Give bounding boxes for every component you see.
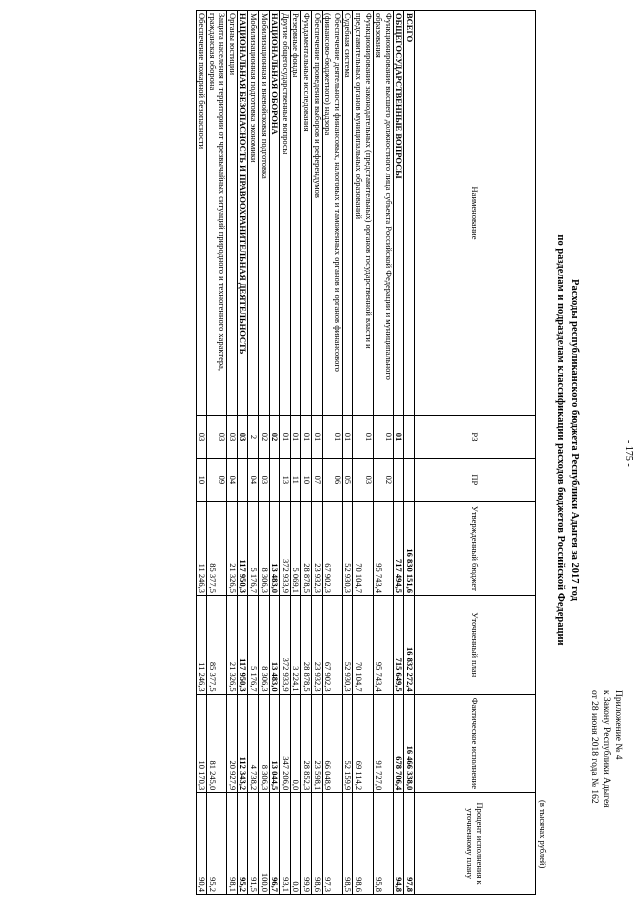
- cell-percent: 91,5: [248, 793, 259, 895]
- cell-percent: 98,1: [227, 793, 238, 895]
- cell-rz: 01: [373, 416, 393, 459]
- cell-pr: 11: [290, 458, 301, 501]
- cell-pr: [269, 458, 280, 501]
- cell-name: Фундаментальные исследования: [301, 11, 312, 416]
- cell-refined: 23 932,3: [312, 596, 323, 695]
- table-row: [322, 11, 342, 895]
- budget-table: [196, 10, 536, 895]
- cell-name: НАЦИОНАЛЬНАЯ ОБОРОНА: [269, 11, 280, 416]
- column-header: ПР: [415, 458, 536, 501]
- table-row: [342, 11, 353, 895]
- cell-refined: 21 326,5: [227, 596, 238, 695]
- cell-pr: 03: [353, 458, 373, 501]
- table-row: [353, 11, 373, 895]
- cell-approved: 13 483,0: [269, 501, 280, 595]
- cell-pr: 13: [280, 458, 291, 501]
- cell-pr: [404, 458, 415, 501]
- cell-actual: 16 466 338,0: [404, 694, 415, 793]
- table-header-row: [415, 11, 536, 895]
- cell-approved: 5 176,7: [248, 501, 259, 595]
- cell-actual: 81 245,0: [207, 694, 227, 793]
- cell-name: Обеспечение проведения выборов и референдумов: [312, 11, 323, 416]
- cell-approved: 67 902,3: [322, 501, 342, 595]
- cell-pr: 06: [322, 458, 342, 501]
- table-row: [259, 11, 270, 895]
- cell-approved: 8 306,3: [259, 501, 270, 595]
- column-header: Наименование: [415, 11, 536, 416]
- page-number: - 175 -: [623, 440, 634, 467]
- column-header: Уточненный план: [415, 596, 536, 695]
- table-row: [404, 11, 415, 895]
- cell-name: Функционирование высшего должностного лица субъекта Российской Федерации и муниципального образования: [373, 11, 393, 416]
- table-row: [280, 11, 291, 895]
- appendix-line: от 28 июня 2018 года № 162: [589, 690, 599, 804]
- cell-rz: 02: [269, 416, 280, 459]
- cell-refined: 67 902,3: [322, 596, 342, 695]
- cell-percent: 100,0: [259, 793, 270, 895]
- column-header: РЗ: [415, 416, 536, 459]
- cell-refined: 95 743,4: [373, 596, 393, 695]
- cell-approved: 70 104,7: [353, 501, 373, 595]
- table-body: [196, 11, 414, 895]
- column-header: Утвержденный бюджет: [415, 501, 536, 595]
- cell-percent: 93,1: [280, 793, 291, 895]
- table-row: [207, 11, 227, 895]
- cell-pr: 04: [248, 458, 259, 501]
- cell-rz: 01: [342, 416, 353, 459]
- cell-pr: 10: [196, 458, 207, 501]
- table-row: [373, 11, 393, 895]
- cell-rz: 01: [353, 416, 373, 459]
- cell-percent: 95,8: [373, 793, 393, 895]
- cell-rz: 03: [196, 416, 207, 459]
- cell-name: Обеспечение пожарной безопасности: [196, 11, 207, 416]
- cell-name: Защита населения и территории от чрезвычайных ситуаций природного и техногенного характера, гражданская оборона: [207, 11, 227, 416]
- cell-name: Другие общегосударственные вопросы: [280, 11, 291, 416]
- cell-rz: 01: [280, 416, 291, 459]
- cell-approved: 717 494,5: [393, 501, 404, 595]
- cell-percent: 97,8: [404, 793, 415, 895]
- table-row: [301, 11, 312, 895]
- cell-rz: 03: [227, 416, 238, 459]
- cell-name: НАЦИОНАЛЬНАЯ БЕЗОПАСНОСТЬ И ПРАВООХРАНИТЕЛЬНАЯ ДЕЯТЕЛЬНОСТЬ: [237, 11, 248, 416]
- cell-actual: 0,0: [290, 694, 301, 793]
- document-subtitle: по разделам и подразделам классификации расходов бюджетов Российской Федерации: [555, 234, 566, 646]
- cell-refined: 16 832 272,4: [404, 596, 415, 695]
- cell-percent: 90,4: [196, 793, 207, 895]
- appendix-line: к Закону Республики Адыгея: [601, 690, 611, 808]
- cell-pr: [393, 458, 404, 501]
- cell-actual: 28 852,3: [301, 694, 312, 793]
- cell-refined: 70 104,7: [353, 596, 373, 695]
- table-row: [227, 11, 238, 895]
- cell-refined: 13 483,0: [269, 596, 280, 695]
- cell-rz: 02: [259, 416, 270, 459]
- cell-rz: 2: [248, 416, 259, 459]
- cell-name: Органы юстиции: [227, 11, 238, 416]
- cell-approved: 52 930,3: [342, 501, 353, 595]
- cell-percent: 96,7: [269, 793, 280, 895]
- cell-actual: 10 170,3: [196, 694, 207, 793]
- table-row: [237, 11, 248, 895]
- cell-actual: 52 159,9: [342, 694, 353, 793]
- cell-pr: 09: [207, 458, 227, 501]
- cell-pr: [237, 458, 248, 501]
- cell-approved: 28 878,5: [301, 501, 312, 595]
- cell-pr: 03: [259, 458, 270, 501]
- table-row: [196, 11, 207, 895]
- cell-name: Обеспечение деятельности финансовых, налоговых и таможенных органов и органов финансового (финансово-бюджетного) надзора: [322, 11, 342, 416]
- column-header: Фактическое исполнение: [415, 694, 536, 793]
- cell-refined: 11 246,3: [196, 596, 207, 695]
- cell-percent: 99,9: [301, 793, 312, 895]
- cell-actual: 112 343,2: [237, 694, 248, 793]
- cell-percent: 95,2: [237, 793, 248, 895]
- table-row: [393, 11, 404, 895]
- cell-name: ОБЩЕГОСУДАРСТВЕННЫЕ ВОПРОСЫ: [393, 11, 404, 416]
- cell-approved: 85 377,5: [207, 501, 227, 595]
- cell-name: Резервные фонды: [290, 11, 301, 416]
- cell-actual: 8 306,3: [259, 694, 270, 793]
- cell-pr: 04: [227, 458, 238, 501]
- cell-percent: 0,0: [290, 793, 301, 895]
- cell-name: Мобилизационная подготовка экономики: [248, 11, 259, 416]
- cell-actual: 4 738,2: [248, 694, 259, 793]
- table-row: [248, 11, 259, 895]
- cell-refined: 715 649,5: [393, 596, 404, 695]
- document-title: Расходы республиканского бюджета Республики Адыгея за 2017 год: [569, 279, 580, 601]
- column-header: Процент исполнения к уточненному плану: [415, 793, 536, 895]
- cell-actual: 69 114,2: [353, 694, 373, 793]
- cell-name: Мобилизационная и вневойсковая подготовка: [259, 11, 270, 416]
- cell-rz: 03: [207, 416, 227, 459]
- cell-approved: 5 069,1: [290, 501, 301, 595]
- units-note: (в тысячах рублей): [538, 800, 548, 869]
- cell-rz: 01: [301, 416, 312, 459]
- appendix-line: Приложение № 4: [613, 690, 623, 760]
- cell-refined: 372 933,9: [280, 596, 291, 695]
- cell-rz: 03: [237, 416, 248, 459]
- cell-refined: 8 306,3: [259, 596, 270, 695]
- cell-approved: 23 932,3: [312, 501, 323, 595]
- cell-actual: 23 598,1: [312, 694, 323, 793]
- cell-name: Судебная система: [342, 11, 353, 416]
- cell-approved: 372 933,9: [280, 501, 291, 595]
- cell-percent: 94,8: [393, 793, 404, 895]
- cell-approved: 11 246,3: [196, 501, 207, 595]
- cell-refined: 117 950,3: [237, 596, 248, 695]
- cell-refined: 85 377,5: [207, 596, 227, 695]
- cell-refined: 52 930,3: [342, 596, 353, 695]
- cell-approved: 95 743,4: [373, 501, 393, 595]
- cell-approved: 117 950,3: [237, 501, 248, 595]
- cell-actual: 347 206,0: [280, 694, 291, 793]
- cell-rz: [404, 416, 415, 459]
- table-row: [312, 11, 323, 895]
- cell-rz: 01: [322, 416, 342, 459]
- cell-percent: 95,2: [207, 793, 227, 895]
- cell-refined: 28 878,5: [301, 596, 312, 695]
- cell-actual: 678 706,4: [393, 694, 404, 793]
- cell-refined: 5 176,7: [248, 596, 259, 695]
- cell-percent: 98,5: [342, 793, 353, 895]
- cell-pr: 05: [342, 458, 353, 501]
- cell-rz: 01: [393, 416, 404, 459]
- cell-pr: 07: [312, 458, 323, 501]
- cell-rz: 01: [290, 416, 301, 459]
- appendix-note: [588, 690, 624, 890]
- cell-actual: 20 927,9: [227, 694, 238, 793]
- cell-name: Функционирование законодательных (представительных) органов государственной власти и представительных органов муниципальных образований: [353, 11, 373, 416]
- cell-percent: 98,6: [353, 793, 373, 895]
- cell-actual: 91 727,0: [373, 694, 393, 793]
- cell-percent: 97,3: [322, 793, 342, 895]
- cell-actual: 13 044,5: [269, 694, 280, 793]
- table-row: [269, 11, 280, 895]
- cell-refined: 3 224,1: [290, 596, 301, 695]
- cell-pr: 02: [373, 458, 393, 501]
- cell-approved: 16 830 151,6: [404, 501, 415, 595]
- cell-pr: 10: [301, 458, 312, 501]
- cell-rz: 01: [312, 416, 323, 459]
- table-row: [290, 11, 301, 895]
- cell-approved: 21 326,5: [227, 501, 238, 595]
- cell-actual: 66 048,9: [322, 694, 342, 793]
- cell-percent: 98,6: [312, 793, 323, 895]
- cell-name: ВСЕГО: [404, 11, 415, 416]
